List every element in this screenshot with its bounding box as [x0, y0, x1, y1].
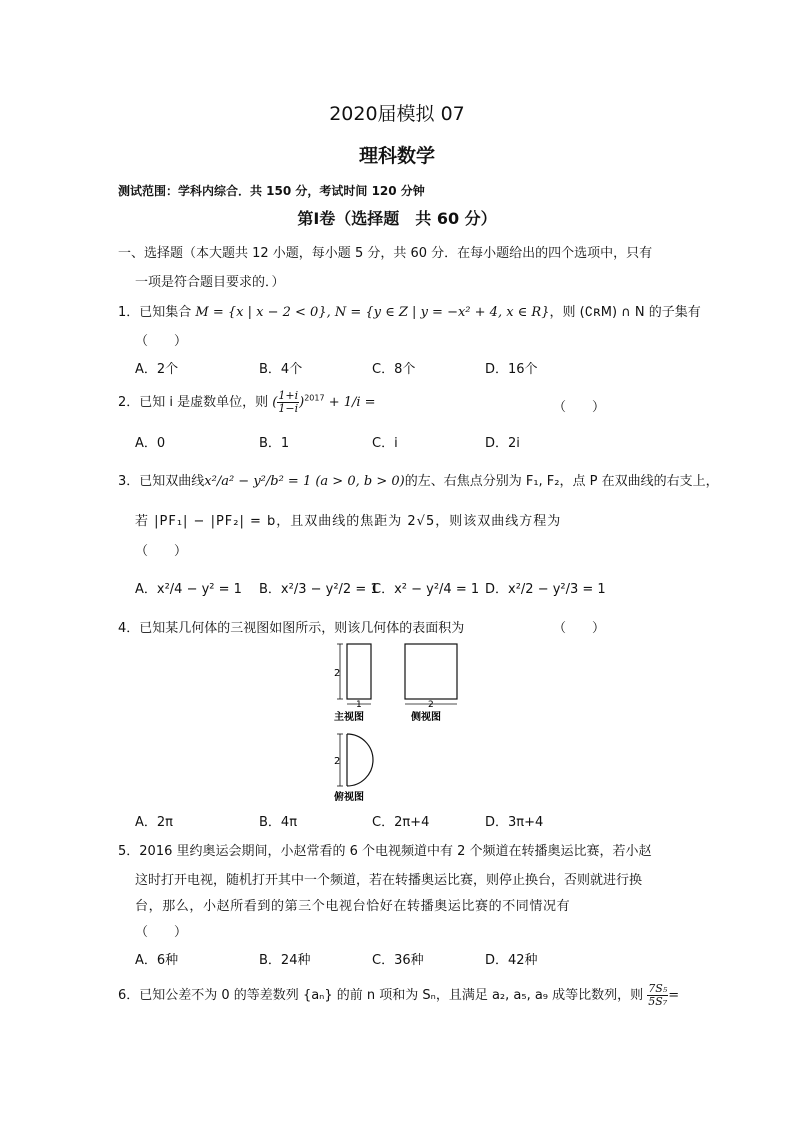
question-5-line-2: 这时打开电视，随机打开其中一个频道，若在转播奥运比赛，则停止换台，否则就进行换 — [135, 873, 643, 888]
question-1-option-c[interactable]: C．8个 — [372, 362, 416, 377]
three-view-figure — [320, 638, 470, 808]
section-title: 第Ⅰ卷（选择题 共 60 分） — [297, 209, 497, 228]
question-6-lead: 6．已知公差不为 0 的等差数列 {aₙ} 的前 n 项和为 Sₙ，且满足 a₂, a₅, a₉ 成等比数列，则 — [118, 988, 644, 1003]
test-scope: 测试范围：学科内综合．共 150 分，考试时间 120 分钟 — [118, 184, 425, 198]
question-2-fraction: $\frac{1+i}{1-i}$ — [278, 389, 299, 415]
question-1-tail: ，则 (∁ʀM) ∩ N 的子集有 — [549, 305, 701, 320]
question-2-option-d[interactable]: D．2i — [485, 436, 520, 451]
exam-title: 2020届模拟 07 — [329, 103, 465, 125]
question-1-lead: 1．已知集合 — [118, 305, 192, 320]
front-height-label: 2 — [334, 668, 341, 679]
question-4-bracket: （ ） — [553, 621, 606, 636]
question-1-bracket: （ ） — [135, 334, 188, 349]
side-width-label: 2 — [428, 700, 434, 710]
question-5-bracket: （ ） — [135, 925, 188, 940]
question-6-tail: = — [668, 988, 680, 1003]
question-4: 4．已知某几何体的三视图如图所示，则该几何体的表面积为 — [118, 621, 465, 636]
top-height-label: 2 — [334, 756, 341, 767]
question-5-line-1: 5．2016 里约奥运会期间，小赵常看的 6 个电视频道中有 2 个频道在转播奥运比赛，若小赵 — [118, 844, 652, 859]
question-6 — [118, 983, 679, 1008]
front-view-label: 主视图 — [334, 712, 364, 723]
question-1-option-d[interactable]: D．16个 — [485, 362, 538, 377]
question-3-option-d[interactable]: D．x²/2 − y²/3 = 1 — [485, 582, 606, 597]
question-5-option-a[interactable]: A．6种 — [135, 953, 179, 968]
question-2-option-c[interactable]: C．i — [372, 436, 398, 451]
question-3-line-2: 若 |PF₁| − |PF₂| = b，且双曲线的焦距为 2√5，则该双曲线方程为 — [135, 514, 562, 529]
question-2: 2．已知 i 是虚数单位，则 ( $\frac{1+i}{1-i}$ )$^{2017}$ + 1/i = — [118, 389, 376, 415]
question-3-equation: x²/a² − y²/b² = 1 (a > 0, b > 0) — [204, 474, 405, 489]
question-6-fraction: $\frac{\text{7S₅}}{\text{5S₇}}$ — [648, 982, 668, 1008]
question-2-exponent: 2017 — [304, 393, 325, 403]
question-1 — [118, 301, 701, 320]
top-view-label: 俯视图 — [334, 792, 364, 803]
question-2-lead: 2．已知 i 是虚数单位，则 — [118, 395, 269, 410]
question-1-option-b[interactable]: B．4个 — [259, 362, 303, 377]
instructions-line-2: 一项是符合题目要求的．） — [135, 275, 285, 290]
question-3-option-a[interactable]: A．x²/4 − y² = 1 — [135, 582, 242, 597]
question-3-option-b[interactable]: B．x²/3 − y²/2 = 1 — [259, 582, 379, 597]
question-1-option-a[interactable]: A．2个 — [135, 362, 179, 377]
question-2-option-b[interactable]: B．1 — [259, 436, 290, 451]
question-4-option-d[interactable]: D．3π+4 — [485, 815, 544, 830]
question-5-line-3: 台，那么，小赵所看到的第三个电视台恰好在转播奥运比赛的不同情况有 — [135, 899, 571, 914]
question-2-option-a[interactable]: A．0 — [135, 436, 166, 451]
question-4-option-c[interactable]: C．2π+4 — [372, 815, 430, 830]
question-3-line-1: 3．已知双曲线x²/a² − y²/b² = 1 (a > 0, b > 0)的左、右焦点分别为 F₁, F₂，点 P 在双曲线的右支上， — [118, 474, 719, 489]
side-view-label: 侧视图 — [411, 712, 441, 723]
question-4-option-b[interactable]: B．4π — [259, 815, 298, 830]
front-width-label: 1 — [356, 700, 362, 710]
question-4-option-a[interactable]: A．2π — [135, 815, 173, 830]
top-view-semicircle — [347, 734, 373, 786]
exam-subtitle: 理科数学 — [358, 145, 435, 167]
question-5-option-d[interactable]: D．42种 — [485, 953, 538, 968]
question-3-bracket: （ ） — [135, 544, 188, 559]
question-3-option-c[interactable]: C．x² − y²/4 = 1 — [372, 582, 480, 597]
question-2-tail: + 1/i = — [328, 395, 376, 410]
question-1-math: M = {x | x − 2 < 0}, N = {y ∈ Z | y = −x² + 4, x ∈ R} — [195, 305, 550, 320]
instructions-line-1: 一、选择题（本大题共 12 小题，每小题 5 分，共 60 分．在每小题给出的四个选项中，只有 — [118, 246, 653, 261]
question-5-option-c[interactable]: C．36种 — [372, 953, 424, 968]
question-2-bracket: （ ） — [553, 400, 606, 415]
question-5-option-b[interactable]: B．24种 — [259, 953, 311, 968]
side-view-rect — [405, 644, 457, 699]
front-view-rect — [347, 644, 371, 699]
